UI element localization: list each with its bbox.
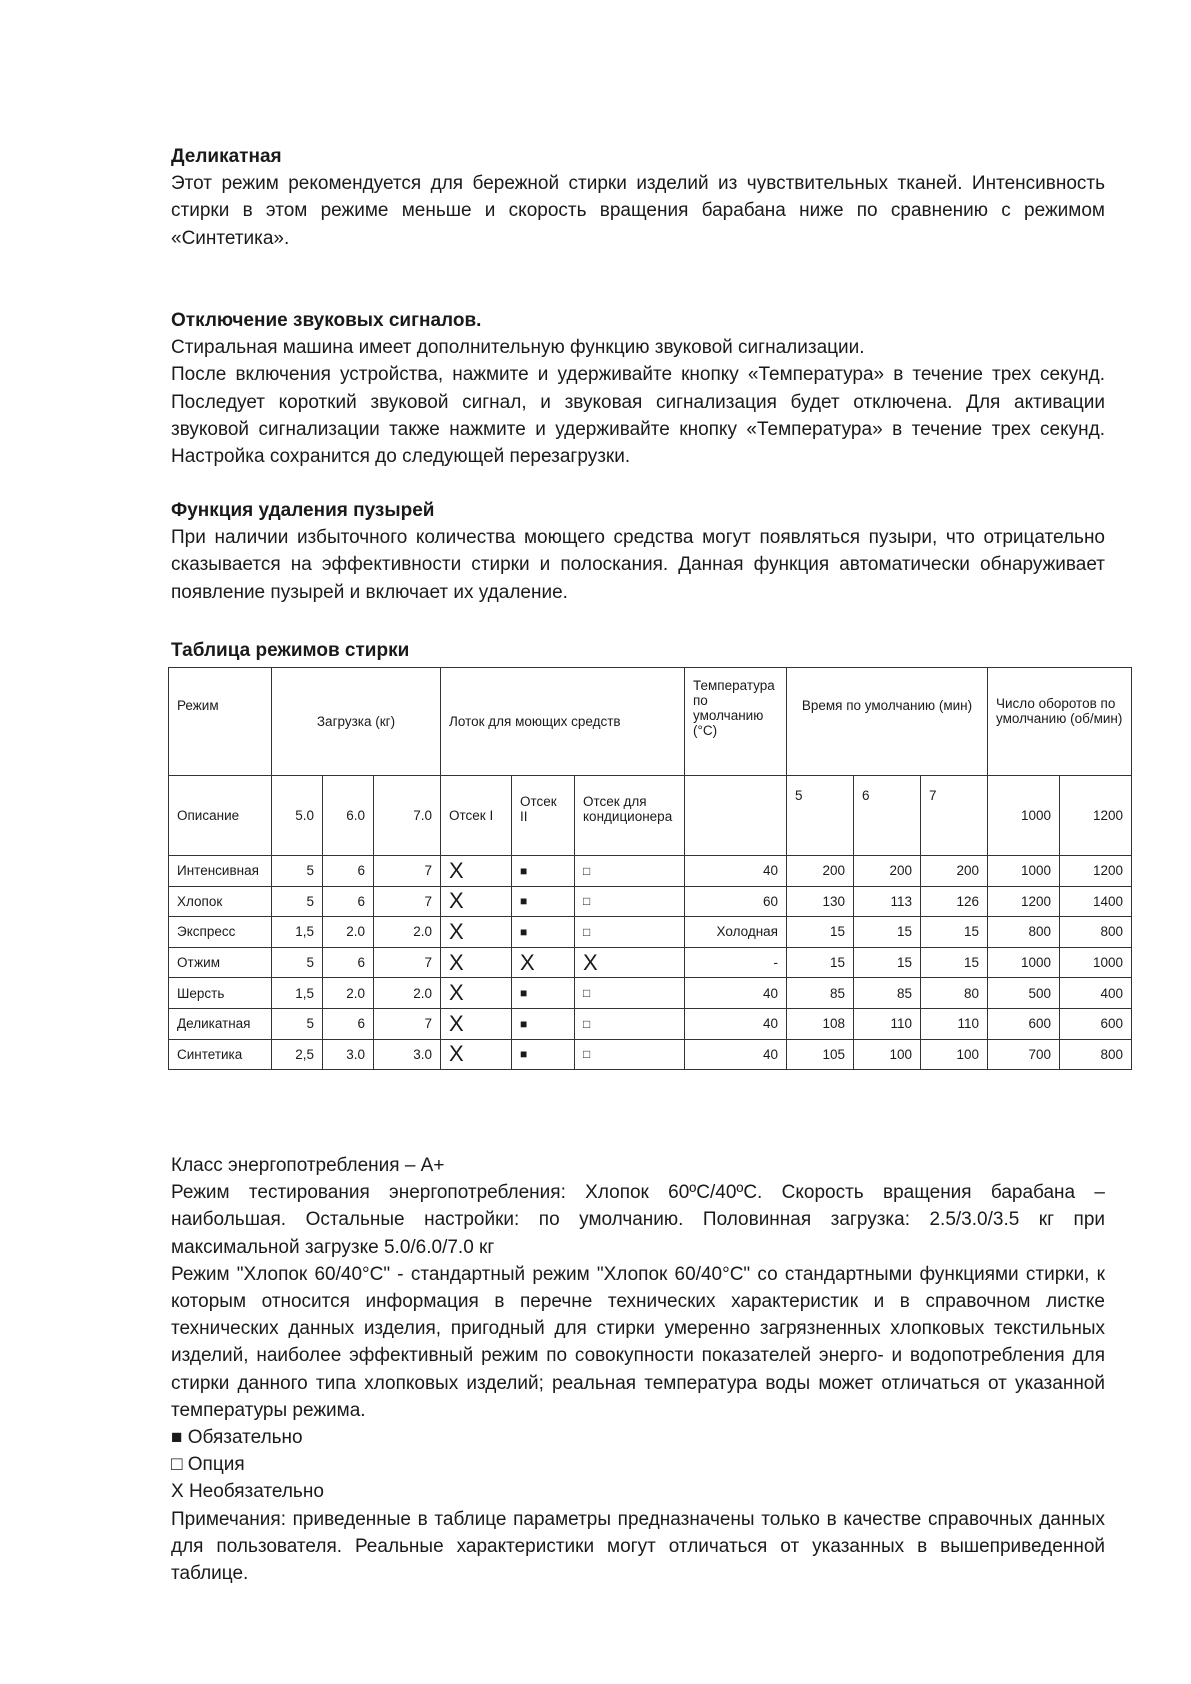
table-cell: 5 xyxy=(272,886,323,917)
text-line: Режим "Хлопок 60/40°C" - стандартный режим "Хлопок 60/40°C" со стандартными функциями стирки, к xyxy=(171,1263,1105,1285)
table-cell: 105 xyxy=(787,1039,854,1070)
section-body xyxy=(171,170,1105,252)
table-cell: 15 xyxy=(854,947,921,978)
table-cell: 3.0 xyxy=(323,1039,374,1070)
header-mode: Режим xyxy=(169,668,272,776)
table-cell: X xyxy=(441,978,512,1009)
table-cell: 1000 xyxy=(988,856,1060,887)
header-load: Загрузка (кг) xyxy=(272,668,441,776)
text-line: При наличии избыточного количества моющего средства могут появляться пузыри, что отрицательно xyxy=(171,527,1105,549)
table-cell: 15 xyxy=(921,947,988,978)
table-cell: 2,5 xyxy=(272,1039,323,1070)
table-cell: 500 xyxy=(988,978,1060,1009)
table-cell: 2.0 xyxy=(323,978,374,1009)
table-cell: 6 xyxy=(323,1008,374,1039)
table-cell: X xyxy=(441,856,512,887)
table-cell: 2.0 xyxy=(374,917,441,948)
subheader-cell: Отсек II xyxy=(512,776,575,856)
mode-name-cell: Экспресс xyxy=(169,917,272,948)
table-cell: 100 xyxy=(921,1039,988,1070)
table-cell: ■ xyxy=(512,1039,575,1070)
section-heading: Функция удаления пузырей xyxy=(171,500,435,521)
text-line: таблице. xyxy=(171,1563,249,1585)
table-cell: 800 xyxy=(988,917,1060,948)
table-cell: 200 xyxy=(854,856,921,887)
mode-name-cell: Деликатная xyxy=(169,1008,272,1039)
table-cell: 113 xyxy=(854,886,921,917)
table-cell: 1400 xyxy=(1060,886,1132,917)
text-line: которым относится информация в перечне технических характеристик и в справочном листке xyxy=(171,1291,1105,1313)
mode-name-cell: Синтетика xyxy=(169,1039,272,1070)
table-cell: 110 xyxy=(921,1008,988,1039)
table-cell: - xyxy=(685,947,787,978)
header-time: Время по умолчанию (мин) xyxy=(787,668,988,776)
header-rpm: Число оборотов по умолчанию (об/мин) xyxy=(988,668,1132,776)
text-line: появление пузырей и включает их удаление. xyxy=(171,581,568,603)
table-cell: □ xyxy=(575,886,685,917)
subheader-cell: 7.0 xyxy=(374,776,441,856)
footer-body xyxy=(171,1152,1105,1587)
table-cell: 1200 xyxy=(1060,856,1132,887)
text-line: Настройка сохранится до следующей перезагрузки. xyxy=(171,446,631,468)
mode-name-cell: Шерсть xyxy=(169,978,272,1009)
table-row xyxy=(169,1008,1132,1039)
table-cell: X xyxy=(575,947,685,978)
table-cell: □ xyxy=(575,856,685,887)
table-cell: X xyxy=(441,947,512,978)
section-bubble-removal xyxy=(171,497,1105,606)
text-line: ■ Обязательно xyxy=(171,1427,303,1449)
table-cell: 110 xyxy=(854,1008,921,1039)
table-cell: 85 xyxy=(787,978,854,1009)
table-cell: 5 xyxy=(272,856,323,887)
table-cell: 15 xyxy=(854,917,921,948)
table-cell: ■ xyxy=(512,856,575,887)
table-title: Таблица режимов стирки xyxy=(171,640,410,661)
text-line: сказывается на эффективности стирки и полоскания. Данная функция автоматически обнаруживает xyxy=(171,554,1105,576)
table-cell: 1200 xyxy=(988,886,1060,917)
table-cell: 108 xyxy=(787,1008,854,1039)
table-cell: X xyxy=(512,947,575,978)
subheader-cell: Отсек I xyxy=(441,776,512,856)
table-cell: 700 xyxy=(988,1039,1060,1070)
table-cell: 6 xyxy=(323,856,374,887)
subheader-cell: 1000 xyxy=(988,776,1060,856)
table-row xyxy=(169,1039,1132,1070)
table-cell: 85 xyxy=(854,978,921,1009)
table-cell: 130 xyxy=(787,886,854,917)
table-cell: X xyxy=(441,1039,512,1070)
table-cell: 15 xyxy=(921,917,988,948)
text-line: для пользователя. Реальные характеристики могут отличаться от указанных в вышеприведенной xyxy=(171,1535,1105,1557)
table-cell: ■ xyxy=(512,917,575,948)
table-cell: 2.0 xyxy=(374,978,441,1009)
subheader-cell: 7 xyxy=(921,776,988,856)
mode-name-cell: Хлопок xyxy=(169,886,272,917)
table-cell: Холодная xyxy=(685,917,787,948)
table-cell: ■ xyxy=(512,978,575,1009)
subheader-cell: 6 xyxy=(854,776,921,856)
table-cell: X xyxy=(441,886,512,917)
table-cell: 1,5 xyxy=(272,917,323,948)
subheader-cell: 6.0 xyxy=(323,776,374,856)
section-body xyxy=(171,334,1105,470)
table-cell: ■ xyxy=(512,886,575,917)
text-line: □ Опция xyxy=(171,1454,245,1476)
table-cell: 1,5 xyxy=(272,978,323,1009)
table-cell: X xyxy=(441,1008,512,1039)
table-cell: 126 xyxy=(921,886,988,917)
table-cell: 2.0 xyxy=(323,917,374,948)
table-body xyxy=(169,856,1132,1070)
text-line: После включения устройства, нажмите и удерживайте кнопку «Температура» в течение трех секунд. xyxy=(171,364,1105,386)
table-cell: 800 xyxy=(1060,917,1132,948)
table-row xyxy=(169,917,1132,948)
text-line: X Необязательно xyxy=(171,1481,324,1503)
table-cell: ■ xyxy=(512,1008,575,1039)
mode-name-cell: Отжим xyxy=(169,947,272,978)
table-cell: 200 xyxy=(787,856,854,887)
table-row xyxy=(169,947,1132,978)
table-cell: 3.0 xyxy=(374,1039,441,1070)
table-cell: 7 xyxy=(374,856,441,887)
text-line: наибольшая. Остальные настройки: по умолчанию. Половинная загрузка: 2.5/3.0/3.5 кг при xyxy=(171,1209,1105,1231)
text-line: Режим тестирования энергопотребления: Хлопок 60ºC/40ºC. Скорость вращения барабана – xyxy=(171,1182,1105,1204)
text-line: температуры режима. xyxy=(171,1399,366,1421)
subheader-cell: 5.0 xyxy=(272,776,323,856)
table-cell: 80 xyxy=(921,978,988,1009)
table-cell: 60 xyxy=(685,886,787,917)
table-cell: 7 xyxy=(374,886,441,917)
section-heading: Отключение звуковых сигналов. xyxy=(171,310,482,331)
text-line: Примечания: приведенные в таблице параметры предназначены только в качестве справочных данных xyxy=(171,1508,1105,1530)
text-line: «Синтетика». xyxy=(171,227,290,249)
text-line: Этот режим рекомендуется для бережной стирки изделий из чувствительных тканей. Интенсивность xyxy=(171,173,1105,195)
table-cell: 1000 xyxy=(988,947,1060,978)
section-heading: Деликатная xyxy=(171,146,282,167)
table-cell: 40 xyxy=(685,1008,787,1039)
text-line: максимальной загрузке 5.0/6.0/7.0 кг xyxy=(171,1236,495,1258)
table-cell: 600 xyxy=(1060,1008,1132,1039)
table-row xyxy=(169,886,1132,917)
text-line: изделий, наиболее эффективный режим по совокупности показателей энерго- и водопотребления для xyxy=(171,1345,1105,1367)
table-cell: 1000 xyxy=(1060,947,1132,978)
table-cell: 6 xyxy=(323,886,374,917)
table-cell: □ xyxy=(575,1008,685,1039)
text-line: стирки в этом режиме меньше и скорость вращения барабана ниже по сравнению с режимом xyxy=(171,200,1105,222)
section-body xyxy=(171,524,1105,606)
table-cell: □ xyxy=(575,978,685,1009)
table-row xyxy=(169,856,1132,887)
subheader-cell: Описание xyxy=(169,776,272,856)
table-cell: 40 xyxy=(685,856,787,887)
subheader-cell: 5 xyxy=(787,776,854,856)
table-cell: □ xyxy=(575,917,685,948)
table-cell: 6 xyxy=(323,947,374,978)
header-temp: Температура по умолчанию (°C) xyxy=(685,668,787,776)
text-line: звуковой сигнализации также нажмите и удерживайте кнопку «Температура» в течение трех секунд. xyxy=(171,418,1105,440)
table-cell: 200 xyxy=(921,856,988,887)
section-sound-off xyxy=(171,307,1105,470)
table-cell: 7 xyxy=(374,1008,441,1039)
table-cell: □ xyxy=(575,1039,685,1070)
table-cell: 40 xyxy=(685,978,787,1009)
text-line: Стиральная машина имеет дополнительную функцию звуковой сигнализации. xyxy=(171,337,865,359)
table-cell: 5 xyxy=(272,1008,323,1039)
table-row xyxy=(169,978,1132,1009)
table-cell: 600 xyxy=(988,1008,1060,1039)
table-header-row xyxy=(169,668,1132,776)
table-cell: 40 xyxy=(685,1039,787,1070)
table-cell: 100 xyxy=(854,1039,921,1070)
subheader-cell: Отсек для кондиционера xyxy=(575,776,685,856)
table-cell: 15 xyxy=(787,947,854,978)
subheader-cell: 1200 xyxy=(1060,776,1132,856)
section-delicate xyxy=(171,143,1105,252)
table-cell: 7 xyxy=(374,947,441,978)
text-line: стирки данного типа хлопковых изделий; реальная температура воды может отличаться от указанной xyxy=(171,1372,1105,1394)
table-cell: X xyxy=(441,917,512,948)
header-tray: Лоток для моющих средств xyxy=(441,668,685,776)
text-line: Последует короткий звуковой сигнал, и звуковая сигнализация будет отключена. Для активации xyxy=(171,391,1105,413)
text-line: технических данных изделия, пригодный для стирки умеренно загрязненных хлопковых текстильных xyxy=(171,1318,1105,1340)
wash-modes-table xyxy=(168,667,1132,1070)
table-cell: 400 xyxy=(1060,978,1132,1009)
table-cell: 15 xyxy=(787,917,854,948)
mode-name-cell: Интенсивная xyxy=(169,856,272,887)
table-cell: 800 xyxy=(1060,1039,1132,1070)
subheader-cell xyxy=(685,776,787,856)
footer-notes xyxy=(171,1152,1105,1587)
text-line: Класс энергопотребления – A+ xyxy=(171,1155,445,1176)
table-cell: 5 xyxy=(272,947,323,978)
table-subheader-row xyxy=(169,776,1132,856)
